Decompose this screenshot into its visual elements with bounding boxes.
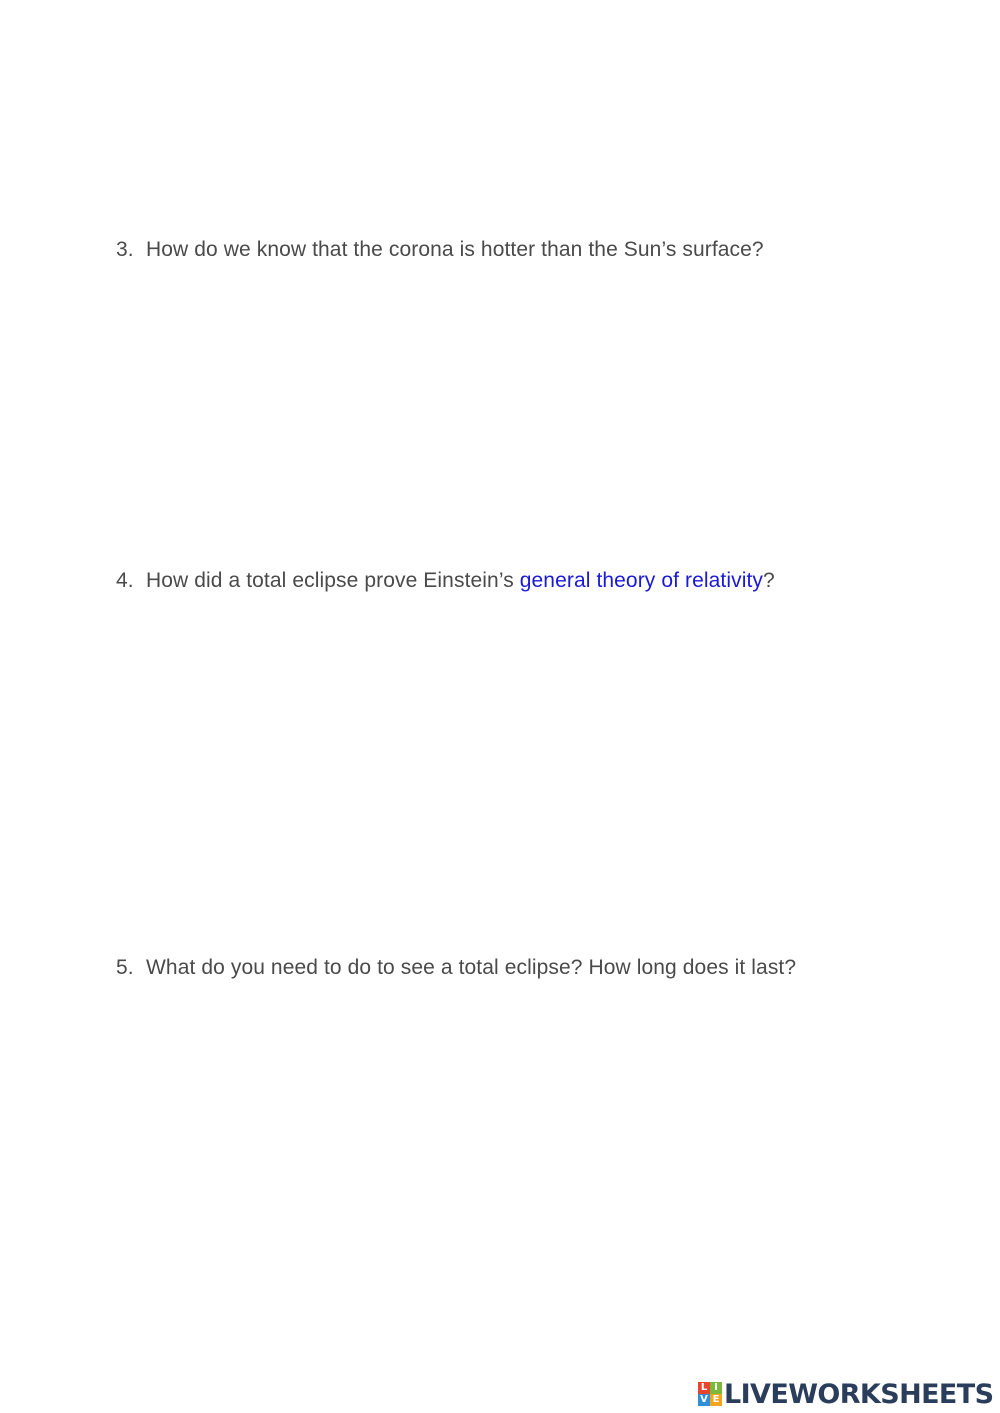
question-4 [116,568,775,594]
logo-letter-e: E [710,1394,722,1406]
liveworksheets-brand [698,1378,993,1410]
question-number: 3. [116,238,134,261]
question-3 [116,237,764,263]
liveworksheets-logo-icon [698,1382,722,1406]
logo-letter-v: V [698,1394,710,1406]
brand-name: LIVEWORKSHEETS [724,1378,994,1410]
question-text-before-link: How did a total eclipse prove Einstein’s [146,569,520,592]
question-text: What do you need to do to see a total eclipse? How long does it last? [146,956,797,979]
question-text: How do we know that the corona is hotter than the Sun’s surface? [146,238,764,261]
question-number: 5. [116,956,134,979]
question-text-after-link: ? [763,569,775,592]
logo-letter-l: L [698,1382,710,1394]
relativity-link[interactable]: general theory of relativity [519,569,764,592]
question-5 [116,955,796,981]
logo-letter-i: I [710,1382,722,1394]
question-number: 4. [116,569,134,592]
